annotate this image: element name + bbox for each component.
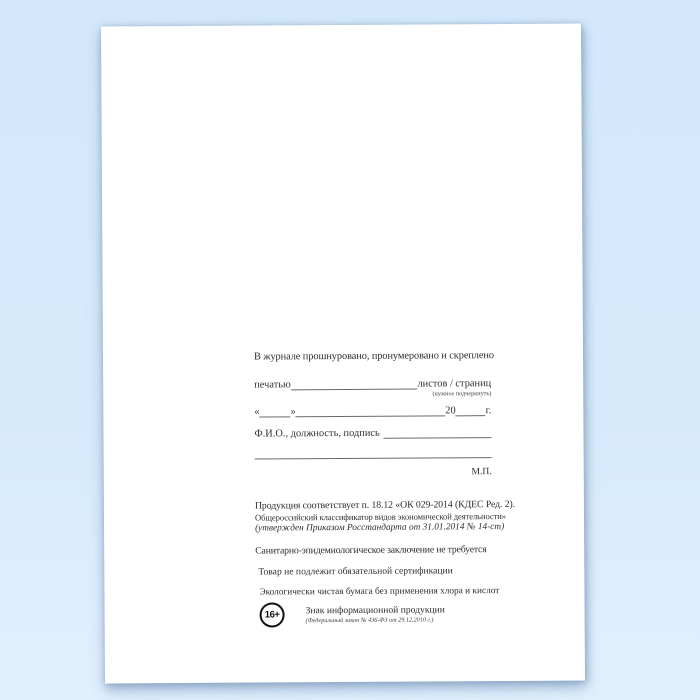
open-quote: « (254, 406, 260, 418)
product-compliance-paragraph (254, 498, 516, 534)
year-blank-line (456, 406, 486, 416)
product-compliance-line2: Общероссийский классификатор видов экономической деятельности» (254, 511, 506, 523)
age-16plus-badge-icon: 16+ (260, 602, 285, 627)
certification-statement: Товар не подлежит обязательной сертификации (258, 565, 453, 578)
age-mark-law: (Федеральный закон № 436-ФЗ от 29.12.2010 г.) (305, 616, 434, 625)
age-mark-block (256, 601, 493, 627)
laced-statement: В журнале прошнуровано, пронумеровано и скреплено (253, 350, 494, 363)
document-content (253, 350, 516, 661)
document-page (101, 24, 585, 684)
signature-blank-line (255, 442, 492, 459)
month-blank-line (296, 406, 446, 417)
name-label: Ф.И.О., должность, подпись (254, 427, 380, 440)
age-mark-text (306, 601, 445, 624)
day-blank-line (260, 407, 291, 417)
sanitary-statement: Санитарно-эпидемиологическое заключение не требуется (255, 544, 487, 557)
date-line (254, 405, 491, 417)
seal-place-abbr: М.П. (471, 466, 492, 478)
product-compliance-line1: Продукция соответствует п. 18.12 «ОК 029-2014 (КДЕС Ред. 2). (254, 498, 516, 512)
age-mark-title: Знак информационной продукции (305, 604, 445, 617)
seal-sheets-line (254, 378, 491, 390)
year-suffix: г. (485, 405, 492, 417)
seal-label: печатью (254, 379, 291, 391)
close-quote: » (290, 406, 296, 418)
name-blank-line (384, 428, 492, 439)
sheets-label: листов / страниц (417, 378, 492, 390)
seal-blank-line (291, 380, 418, 391)
year-prefix: 20 (445, 405, 456, 417)
eco-paper-statement: Экологически чистая бумага без применения хлора и кислот (259, 586, 500, 598)
name-position-line (254, 427, 491, 439)
underline-note: (нужное подчеркнуть) (432, 390, 492, 398)
product-compliance-line3: (утвержден Приказом Росстандарта от 31.01.2014 № 14-ст) (255, 522, 505, 534)
